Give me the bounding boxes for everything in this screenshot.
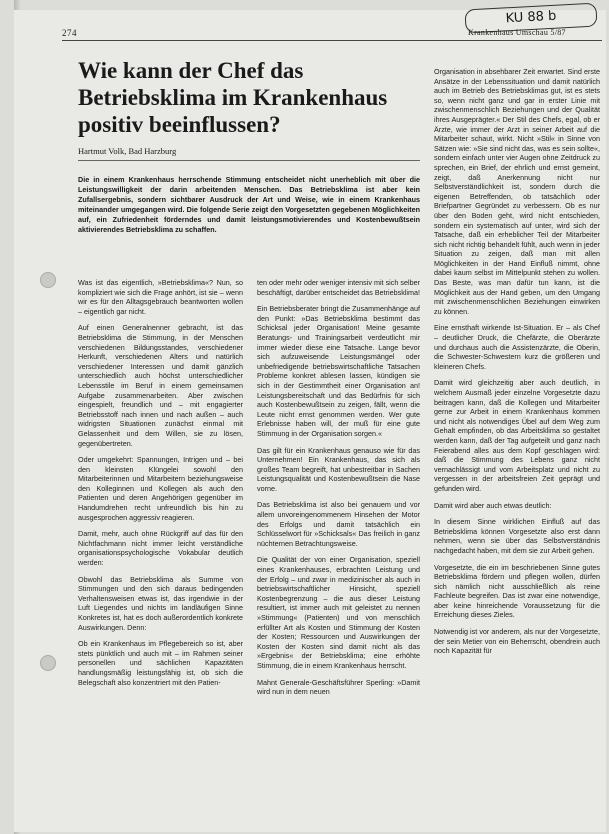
journal-name: Krankenhaus Umschau 5/87	[468, 28, 566, 37]
text-column-1	[78, 278, 243, 694]
author-rule	[78, 160, 420, 161]
paragraph: Organisation in absehbarer Zeit erwartet. Sind erste Ansätze in der Lebenssituation und damit natürlich auch im Betrieb des Betriebsklimas gut, ist es stets so, wenn nicht ganz und gar in erster Linie mit zwischenmenschlich Beziehungen und der Qualität ihres Ausgeprägter.« Der Stil des Chefs, egal, ob er Ärzte, wie immer der Arzt in seiner Arbeit auf die Mitarbeiter schaut, wirkt. Nicht »Stil« in Sinne von Sätzen wie: »Sie sind nicht das, was es sein sollte«, sondern einfach unter vier Augen ohne Zeitdruck zu sprechen, ein Brief, der ehrlich und ernst gemeint, zeigt, daß Anerkennung nicht nur Selbstverständlichkeit ist, sondern durch die eigenen Betreffenden, ob tatsächlich oder Briefpartner Gegründet zu verbessern. Ob es nur über den Boden geht, wird nicht entschieden, sondern ein systematisch auf unter, wird sich der Tatsache, daß ein erheblicher Teil der Mitarbeiter sich nicht richtig behandelt fühlt, auch wenn in jeder Situation zu zeigen, daß man mit allen Möglichkeiten in der Hand Einfluß nimmt, ohne dabei kaum selbst im Mittelpunkt stehen zu wollen. Das Beste, was man dafür tun kann, ist die Möglichkeit aus der Hand geben, um den Umgang mit zwischenmenschlichen Beziehungen einwirken zu können.	[434, 67, 600, 316]
article-author: Hartmut Volk, Bad Harzburg	[78, 146, 177, 156]
paragraph: Ob ein Krankenhaus im Pflegebereich so ist, aber stets pünktlich und auch mit – im Rahmen seiner personellen und sächlichen Kapazitäten handlungsmäßig leistungsfähig ist, ob sich die Belegschaft also konzentriert mit den Patien-	[78, 639, 243, 687]
paragraph: Damit wird aber auch etwas deutlich:	[434, 500, 552, 510]
paragraph: Was ist das eigentlich, »Betriebsklima«? Nun, so kompliziert wie sich die Frage anhört, ist sie – wenn wir es für den Alltagsgebrauch beantworten wollen – eigentlich gar nicht.	[78, 278, 243, 316]
paragraph: Auf einen Generalnenner gebracht, ist das Betriebsklima die Stimmung, in der Menschen verschiedenen Bildungsstandes, verschiedener Herkunft, verschiedenen Alters und natürlich verschiedener Interessen und damit gänzlich unterschiedlich auch höchst unterschiedlicher Lebensstile im Beruf in einem gemeinsamen Aufgabe zusammenarbeiten. Aber zwischen eingespielt, freundlich und – mit engagierter Betriebsstoff nach innen und nach außen – auch widrigsten Situationen zunächst einmal mit Gelassenheit und dem Willen, sie zu lösen, gegenübertreten.	[78, 323, 243, 448]
header-rule	[62, 40, 602, 41]
paragraph: Notwendig ist vor anderem, als nur der Vorgesetzte, der sein Metier von ein Beherrscht, obendrein auch noch Kapazität für	[434, 627, 600, 656]
paragraph: Vorgesetzte, die ein im beschriebenen Sinne gutes Betriebsklima fördern und pflegen wollen, dürfen sich nämlich nicht ausschließlich als reine Fachleute begreifen. Das ist zwar eine notwendige, aber keine hinreichende Voraussetzung für die Erreichung dieses Zieles.	[434, 562, 600, 620]
paragraph: Die Qualität der von einer Organisation, speziell eines Krankenhauses, erbrachten Leistung und der Erfolg – und zwar in medizinischer als auch in betriebswirtschaftlicher Hinsicht, speziell Kostenbegrenzung – die aus dieser Leistung resultiert, ist immer auch mit geleistet zu nennen »Stimmung« (Patienten) und von menschlich erfüllter Art als Kosten und Stimmung der Kosten der Kosten; Ressourcen und Auswirkungen der Kosten der Kosten sind damit nicht als das »Ergebnis« der Betriebsklima; eine erhöhte Stimmung, die in einem Krankenhaus herrscht.	[257, 555, 420, 670]
archive-stamp: KU 88 b	[464, 3, 597, 34]
punch-hole	[40, 655, 56, 671]
punch-hole	[40, 272, 56, 288]
paragraph: Damit, mehr, auch ohne Rückgriff auf das für den Nichtfachmann nicht immer leicht verständliche organisationspsychologische Vokabular deutlich werden:	[78, 529, 243, 568]
paragraph: Eine ernsthaft wirkende Ist-Situation. Er – als Chef – deutlicher Druck, die Chefärzte, die Oberärzte und durchaus auch die Assistenzärzte, die Oberin, die Schwester-Schwestern kurz die größeren und kleineren Chefs.	[434, 323, 600, 371]
page-number: 274	[62, 28, 77, 38]
paragraph: Das Betriebsklima ist also bei genauem und vor allem unvoreingenommenem Hinsehen der Motor des Erfolgs und damit tatsächlich ein Schlüsselwort für »Schicksals« Das freilich in ganz nüchternen Betrachtungsweise.	[257, 500, 420, 548]
article-title: Wie kann der Chef das Betriebsklima im Krankenhaus positiv beeinflussen?	[78, 58, 388, 137]
paragraph: Damit wird gleichzeitig aber auch deutlich, in welchem Ausmaß jeder einzelne Vorgesetzte dazu beitragen kann, daß die Kollegen und Mitarbeiter gerne zur Arbeit in einem Krankenhaus kommen und nicht als notwendiges Übel auf dem Weg zum Gehalt empfinden, ob das Arbeitsklima so gestaltet werden kann, daß der Tag aufgeteilt und ganz nach Feierabend alles aus dem Kopf geschlagen wird: daß die Stimmung des Lebens ganz nicht vernachlässigt und vom Arbeitsplatz und nicht zu vergessen in der arbeitsfreien Zeit geprägt und gefunden wird.	[434, 378, 600, 493]
paragraph: Das gilt für ein Krankenhaus genauso wie für das Unternehmen! Ein Krankenhaus, das sich als großes Team begreift, hat unbestreitbar in Sachen Leistungsqualität und Kostenbewußtsein die Nase vorne.	[257, 445, 420, 493]
paragraph: Obwohl das Betriebsklima als Summe von Stimmungen und den sich daraus bedingenden Verhaltensweisen etwas ist, das irgendwie in der Luft Liegendes und nichts im landläufigen Sinne Konkretes ist, hat es doch außerordentlich konkrete Auswirkungen. Denn:	[78, 574, 243, 632]
text-column-2	[257, 278, 420, 704]
paragraph: Ein Betriebsberater bringt die Zusammenhänge auf den Punkt: »Das Betriebsklima bestimmt das Schicksal jeder Organisation! Meine gesamte Beratungs- und Trainingsarbeit verdeutlicht mir immer wieder diese eine Tatsache. Lange bevor sich aufzuweisende Leistungsmängel oder unbefriedigende betriebswirtschaftliche Tatsachen Probleme konkret ablesen lassen, kündigen sie sich in der Gestimmtheit einer Organisation an! Leistungsbereitschaft und das Bedürfnis für sich auch Kostenbewußtsein zu zeigen, fällt, wenn die Leute nicht ernst genommen werden. Wer gute Erlebnisse haben will, der muß für eine gute Stimmung in der Organisation sorgen.«	[257, 304, 421, 438]
paragraph: ten oder mehr oder weniger intensiv mit sich selber beschäftigt, darüber entscheidet das Betriebsklima!	[257, 278, 421, 297]
article-lead: Die in einem Krankenhaus herrschende Stimmung entscheidet nicht unerheblich mit über die Leistungswilligkeit der darin arbeitenden Menschen. Das Betriebsklima ist aber kein Zufallsergebnis, sondern sichtbarer Ausdruck der Art und Weise, wie in einem Krankenhaus miteinander umgegangen wird. Die folgende Serie zeigt den Vorgesetzten gegebenen Möglichkeiten auf, ein Zufriedenheit förderndes und damit leistungsmotivierendes und Kostenbewußtsein aktivierendes Betriebsklima zu schaffen.	[78, 175, 420, 234]
paragraph: Mahnt Generale-Geschäftsführer Sperling: »Damit wird nun in dem neuen	[257, 677, 420, 697]
text-column-3	[434, 67, 600, 663]
paragraph: In diesem Sinne wirklichen Einfluß auf das Betriebsklima können Vorgesetzte also erst dann nehmen, wenn sie über das Selbstverständnis nachgedacht haben, mit dem sie zur Arbeit gehen.	[434, 517, 600, 555]
paragraph: Oder umgekehrt: Spannungen, Intrigen und – bei den kleinsten Klüngelei sowohl den Mitarbeiterinnen und Mitarbeitern beziehungsweise den Kolleginnen und Kollegen als auch den Patienten und deren Angehörigen gegenüber im Handumdrehen recht unfreundlich bis hin zu ausgesprochen aggressiv reagieren.	[78, 455, 243, 522]
